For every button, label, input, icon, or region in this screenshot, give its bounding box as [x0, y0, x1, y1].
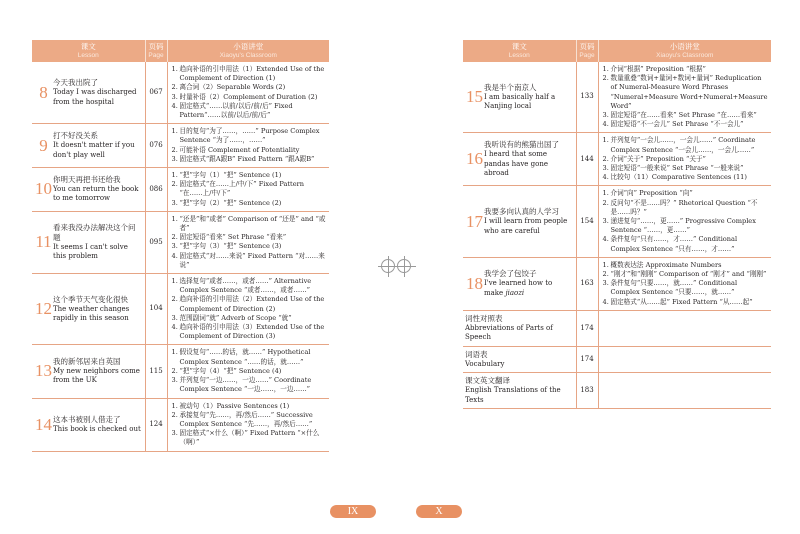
- lesson-title-en-text: It seems I can't solve this problem: [53, 242, 128, 261]
- lesson-title-en: [53, 425, 141, 435]
- classroom-cell: [598, 186, 771, 257]
- appendix-empty: [598, 310, 771, 346]
- grammar-point: [172, 314, 327, 323]
- lesson-row: [32, 124, 329, 168]
- lesson-cell: [32, 398, 145, 451]
- grammar-point-number: 4.: [171, 251, 178, 260]
- appendix-title-zh: 课文英文翻译: [465, 376, 510, 386]
- grammar-point: [603, 189, 769, 198]
- appendix-page: 174: [576, 310, 598, 346]
- lesson-header-zh: 课文: [511, 42, 527, 51]
- appendix-page: 174: [576, 346, 598, 373]
- grammar-point: [172, 429, 327, 447]
- grammar-point: [172, 65, 327, 83]
- lesson-title: [53, 223, 142, 262]
- lesson-column-header: [32, 40, 145, 62]
- grammar-point: [172, 83, 327, 92]
- grammar-point-text: 固定格式“……以前/以后/前/后” Fixed Pattern“……以前/以后/前/后”: [179, 101, 293, 120]
- grammar-point-number: 3.: [171, 313, 178, 322]
- grammar-point-text: 条件复句“只要……，就……” Conditional Complex Sentence “只要……，就……”: [610, 279, 738, 297]
- grammar-point: [603, 298, 769, 307]
- lesson-header-en: Lesson: [508, 52, 530, 59]
- lesson-wrap: [465, 269, 573, 298]
- lesson-title-en: [484, 150, 573, 179]
- grammar-point-number: 3.: [171, 154, 178, 163]
- lesson-cell: [32, 124, 145, 168]
- grammar-point-text: 数量重叠“数词+量词+数词+量词” Reduplication of Numeral-Measure Word Phrases “Numeral+Measure Word+Numeral+Measure Word”: [610, 74, 768, 110]
- lesson-cell: [463, 257, 576, 310]
- classroom-cell: [167, 345, 329, 398]
- page-header-zh: 页码: [579, 42, 595, 51]
- grammar-point-text: 反问句“不是……吗？” Rhetorical Question “不是……吗？”: [610, 198, 758, 216]
- lesson-title-en: [53, 141, 142, 160]
- lesson-header-zh: 课文: [80, 42, 96, 51]
- appendix-title-cell: [463, 346, 576, 373]
- grammar-point-number: 1.: [602, 136, 609, 145]
- grammar-point-text: 目的复句“为了……，……” Purpose Complex Sentence “为了……，……”: [179, 127, 320, 145]
- lesson-row: [32, 62, 329, 124]
- classroom-column-header: [167, 40, 329, 62]
- lesson-title: [484, 269, 573, 298]
- grammar-point-text: 条件复句“只有……，才……” Conditional Complex Sentence “只有……，才……”: [610, 235, 738, 253]
- page-header-zh: 页码: [148, 42, 164, 51]
- lesson-title-en-text: Today I was discharged from the hospital: [53, 88, 137, 106]
- grammar-point-text: 介词“关于” Preposition “关于”: [610, 154, 706, 163]
- lesson-number: 9: [39, 135, 48, 155]
- grammar-point: [603, 74, 769, 111]
- grammar-point-text: 固定格式“从……起” Fixed Pattern “从……起”: [610, 297, 753, 306]
- lesson-title-zh: 看来我没办法解决这个问题: [53, 222, 136, 242]
- lesson-wrap: [34, 295, 142, 324]
- grammar-point: [172, 277, 327, 295]
- page-header-en: Page: [579, 52, 595, 59]
- lesson-number: 18: [466, 273, 483, 293]
- lesson-page: 095: [145, 211, 167, 273]
- grammar-point: [172, 323, 327, 341]
- grammar-point-number: 3.: [171, 429, 178, 438]
- lesson-cell: [32, 211, 145, 273]
- classroom-cell: [598, 257, 771, 310]
- lesson-row: [463, 257, 771, 310]
- lesson-row: [32, 398, 329, 451]
- toc-header-row: [463, 40, 771, 62]
- grammar-point: [172, 411, 327, 429]
- grammar-point: [603, 199, 769, 217]
- grammar-point-number: 1.: [602, 189, 609, 198]
- appendix-row: [463, 373, 771, 409]
- page-number-right: X: [416, 505, 462, 518]
- lesson-wrap: [34, 175, 142, 204]
- page-number-left: IX: [330, 505, 376, 518]
- toc-table-left: [32, 40, 329, 452]
- page-column-header: [145, 40, 167, 62]
- grammar-point-number: 4.: [602, 120, 609, 129]
- grammar-point: [603, 217, 769, 235]
- lesson-cell: [463, 62, 576, 133]
- appendix-row: [463, 346, 771, 373]
- lesson-wrap: [34, 223, 142, 262]
- lesson-wrap: [34, 131, 142, 160]
- grammar-point-number: 1.: [171, 277, 178, 286]
- lesson-title-en-text: I will learn from people who are careful: [484, 217, 568, 235]
- lesson-row: [463, 186, 771, 257]
- appendix-title-cell: [463, 373, 576, 409]
- grammar-point-text: 介词“根据” Preposition “根据”: [610, 65, 706, 73]
- grammar-point-number: 3.: [602, 164, 609, 173]
- lesson-number: 13: [35, 361, 52, 381]
- lesson-title-en: [484, 279, 573, 298]
- lesson-wrap: [34, 78, 142, 107]
- lesson-page: 086: [145, 168, 167, 212]
- toc-table-right: [463, 40, 771, 409]
- grammar-point-text: 范围副词“就” Adverb of Scope “就”: [179, 313, 292, 322]
- lesson-page: 124: [145, 398, 167, 451]
- grammar-point-number: 1.: [171, 171, 178, 180]
- classroom-cell: [167, 124, 329, 168]
- grammar-point: [603, 261, 769, 270]
- grammar-point-number: 2.: [171, 295, 178, 304]
- lesson-title: [484, 140, 573, 179]
- grammar-point: [603, 111, 769, 120]
- classroom-cell: [598, 62, 771, 133]
- lesson-title-en-text: I am basically half a Nanjing local: [484, 92, 556, 111]
- grammar-point-text: “刚才”和“刚刚” Comparison of “刚才” and “刚刚”: [610, 270, 767, 279]
- grammar-point-text: “还是”和“或者” Comparison of “还是” and “或者”: [179, 214, 326, 233]
- grammar-point-text: 并列复句“一会儿……，一会儿……” Coordinate Complex Sentence “一会儿……，一会儿……”: [610, 136, 756, 154]
- lesson-wrap: [465, 83, 573, 112]
- grammar-point: [172, 93, 327, 102]
- grammar-point-text: 趋向补语的引申用法（3）Extended Use of the Complement of Direction (3): [179, 323, 325, 341]
- lesson-wrap: [465, 140, 573, 179]
- lesson-page: 133: [576, 62, 598, 133]
- lesson-title-en: [53, 367, 142, 386]
- lesson-title-en-italic: jiaozi: [505, 288, 525, 297]
- lesson-page: 154: [576, 186, 598, 257]
- lesson-title-en: [53, 185, 142, 204]
- lesson-number: 10: [35, 179, 52, 199]
- grammar-point: [603, 279, 769, 297]
- grammar-point-number: 2.: [171, 145, 178, 154]
- grammar-point-number: 3.: [171, 198, 178, 207]
- lesson-row: [32, 345, 329, 398]
- lesson-column-header: [463, 40, 576, 62]
- page-column-header: [576, 40, 598, 62]
- classroom-column-header: [598, 40, 771, 62]
- grammar-point-text: 固定格式“跟A跟B” Fixed Pattern “跟A跟B”: [179, 154, 315, 163]
- grammar-point-text: 比较句（11）Comparative Sentences (11): [610, 173, 747, 182]
- lesson-title-zh: 这个季节天气变化很快: [53, 294, 128, 304]
- classroom-header-zh: 小语讲堂: [233, 42, 264, 51]
- lesson-title-zh: 打不好没关系: [53, 131, 98, 141]
- grammar-point-number: 2.: [171, 366, 178, 375]
- lesson-cell: [32, 62, 145, 124]
- lesson-title-en-text: I heard that some pandas have gone abroad: [484, 150, 548, 178]
- grammar-point-number: 1.: [171, 65, 178, 73]
- grammar-point: [172, 242, 327, 251]
- lesson-cell: [32, 345, 145, 398]
- lesson-title-zh: 这本书被别人借走了: [53, 414, 121, 424]
- grammar-point: [603, 173, 769, 182]
- grammar-point-text: 固定短语“不一会儿” Set Phrase “不一会儿”: [610, 120, 744, 129]
- grammar-point-number: 2.: [171, 233, 178, 242]
- toc-header-row: [32, 40, 329, 62]
- appendix-row: [463, 310, 771, 346]
- lesson-title-en: [484, 93, 573, 112]
- grammar-point-number: 3.: [171, 92, 178, 101]
- grammar-point: [603, 65, 769, 74]
- grammar-point-text: 固定格式“对……来说” Fixed Pattern “对……来说”: [179, 251, 325, 269]
- grammar-point-number: 2.: [171, 83, 178, 92]
- grammar-point-text: “把”字句（4）“把” Sentence (4): [179, 366, 282, 375]
- lesson-title-en: [53, 305, 142, 324]
- grammar-point-text: 离合词（2）Separable Words (2): [179, 83, 286, 92]
- grammar-point: [172, 171, 327, 180]
- lesson-number: 14: [35, 414, 52, 434]
- classroom-cell: [167, 274, 329, 345]
- grammar-point-number: 2.: [602, 154, 609, 163]
- grammar-point-text: 介词“向” Preposition “向”: [610, 189, 693, 198]
- grammar-point: [172, 180, 327, 198]
- grammar-point: [172, 348, 327, 366]
- grammar-point: [172, 295, 327, 313]
- lesson-number: 17: [466, 211, 483, 231]
- grammar-point-text: 假设复句“……的话，就……” Hypothetical Complex Sentence “……的话，就……”: [179, 348, 311, 366]
- lesson-page: 163: [576, 257, 598, 310]
- lesson-row: [32, 274, 329, 345]
- grammar-point-text: 趋向补语的引申用法（1）Extended Use of the Complement of Direction (1): [179, 65, 325, 83]
- grammar-point-text: 递进复句“……，更……” Progressive Complex Sentence “……，更……”: [610, 217, 756, 235]
- grammar-point-number: 2.: [171, 180, 178, 189]
- grammar-point: [603, 270, 769, 279]
- lesson-wrap: [34, 357, 142, 386]
- appendix-empty: [598, 346, 771, 373]
- classroom-header-zh: 小语讲堂: [669, 42, 700, 51]
- grammar-point-number: 3.: [171, 242, 178, 251]
- grammar-point-number: 1.: [602, 260, 609, 269]
- grammar-point-number: 3.: [602, 279, 609, 288]
- lesson-title-zh: 我的新邻居来自英国: [53, 356, 121, 366]
- lesson-title: [484, 207, 573, 236]
- lesson-title-zh: 我要多向认真的人学习: [484, 207, 559, 217]
- appendix-title-en: Vocabulary: [465, 359, 505, 368]
- grammar-point-number: 1.: [602, 65, 609, 73]
- grammar-point-number: 3.: [602, 217, 609, 226]
- appendix-title-cell: [463, 310, 576, 346]
- grammar-point: [172, 376, 327, 394]
- classroom-cell: [598, 133, 771, 186]
- grammar-point-number: 2.: [171, 410, 178, 419]
- lesson-row: [463, 62, 771, 133]
- lesson-cell: [463, 186, 576, 257]
- page-header-en: Page: [148, 52, 164, 59]
- lesson-title-zh: 我听说有的熊猫出国了: [484, 140, 559, 150]
- lesson-title-en: [484, 217, 573, 236]
- grammar-point-number: 1.: [171, 401, 178, 410]
- grammar-point: [172, 155, 327, 164]
- lesson-title-en-text: The weather changes rapidly in this season: [53, 304, 130, 323]
- classroom-header-en: Xiaoyu's Classroom: [656, 52, 714, 59]
- lesson-title: [53, 357, 142, 386]
- lesson-title-zh: 你明天再把书还给我: [53, 174, 121, 184]
- lesson-title-en-text: You can return the book to me tomorrow: [53, 184, 139, 203]
- grammar-point-text: 固定格式“在……上/中/下” Fixed Pattern “在……上/中/下”: [179, 180, 305, 198]
- grammar-point-text: 概数表达法 Approximate Numbers: [610, 260, 722, 269]
- grammar-point-text: 并列复句“一边……，一边……” Coordinate Complex Sentence “一边……，一边……”: [179, 376, 312, 394]
- grammar-point-text: 固定短语“一般来说” Set Phrase “一般来说”: [610, 164, 744, 173]
- lesson-header-en: Lesson: [77, 52, 99, 59]
- lesson-page: 144: [576, 133, 598, 186]
- lesson-number: 15: [466, 87, 483, 107]
- lesson-number: 16: [466, 149, 483, 169]
- grammar-point: [603, 164, 769, 173]
- appendix-title-en: Abbreviations of Parts of Speech: [465, 323, 553, 342]
- lesson-title-zh: 我是半个南京人: [484, 82, 537, 92]
- grammar-point-text: “把”字句（3）“把” Sentence (3): [179, 242, 282, 251]
- grammar-point: [603, 136, 769, 154]
- grammar-point-number: 4.: [602, 235, 609, 244]
- grammar-point-text: 时量补语（2）Complement of Duration (2): [179, 92, 318, 101]
- grammar-point: [172, 402, 327, 411]
- grammar-point-number: 4.: [171, 323, 178, 332]
- lesson-cell: [463, 133, 576, 186]
- lesson-page: 115: [145, 345, 167, 398]
- grammar-point-number: 1.: [171, 214, 178, 223]
- grammar-point: [603, 155, 769, 164]
- lesson-cell: [32, 168, 145, 212]
- grammar-point: [172, 215, 327, 233]
- appendix-title-en: English Translations of the Texts: [465, 386, 561, 404]
- lesson-cell: [32, 274, 145, 345]
- grammar-point-number: 3.: [602, 111, 609, 120]
- classroom-header-en: Xiaoyu's Classroom: [219, 52, 277, 59]
- lesson-title-en: [53, 243, 142, 262]
- grammar-point-text: 固定短语“看来” Set Phrase “看来”: [179, 233, 287, 242]
- grammar-point: [172, 146, 327, 155]
- grammar-point-text: 选择复句“或者……，或者……” Alternative Complex Sentence “或者……，或者……”: [179, 277, 312, 295]
- lesson-row: [463, 133, 771, 186]
- grammar-point-text: 可能补语 Complement of Potentiality: [179, 145, 300, 154]
- lesson-row: [32, 211, 329, 273]
- classroom-cell: [167, 398, 329, 451]
- classroom-cell: [167, 168, 329, 212]
- grammar-point-number: 4.: [171, 101, 178, 110]
- lesson-wrap: [34, 415, 142, 435]
- appendix-title-zh: 词性对照表: [465, 313, 503, 323]
- classroom-cell: [167, 62, 329, 124]
- lesson-title: [53, 415, 141, 435]
- grammar-point-number: 4.: [602, 173, 609, 182]
- lesson-wrap: [465, 207, 573, 236]
- lesson-row: [32, 168, 329, 212]
- grammar-point-number: 2.: [602, 270, 609, 279]
- lesson-title: [53, 295, 142, 324]
- grammar-point-number: 2.: [602, 74, 609, 83]
- grammar-point: [172, 127, 327, 145]
- grammar-point: [603, 120, 769, 129]
- grammar-point: [172, 252, 327, 270]
- appendix-empty: [598, 373, 771, 409]
- grammar-point-text: 承接复句“先……，再/然后……” Successive Complex Sentence “先……，再/然后……”: [179, 410, 313, 428]
- lesson-title-en: [53, 88, 142, 107]
- lesson-number: 12: [35, 299, 52, 319]
- grammar-point-number: 3.: [171, 376, 178, 385]
- lesson-title: [53, 175, 142, 204]
- grammar-point-number: 2.: [602, 198, 609, 207]
- lesson-number: 8: [39, 82, 48, 102]
- grammar-point: [172, 367, 327, 376]
- grammar-point-text: 趋向补语的引申用法（2）Extended Use of the Complement of Direction (2): [179, 295, 325, 313]
- lesson-page: 076: [145, 124, 167, 168]
- grammar-point: [172, 102, 327, 120]
- lesson-title: [53, 131, 142, 160]
- grammar-point-text: 固定短语“在……看来” Set Phrase “在……看来”: [610, 111, 757, 120]
- appendix-page: 183: [576, 373, 598, 409]
- lesson-title-en-text: This book is checked out: [53, 424, 141, 433]
- lesson-title: [484, 83, 573, 112]
- lesson-title: [53, 78, 142, 107]
- grammar-point-text: 固定格式“×什么（啊）” Fixed Pattern “×什么（啊）”: [179, 429, 320, 447]
- lesson-title-zh: 我学会了包饺子: [484, 269, 537, 279]
- grammar-point-text: “把”字句（2）“把” Sentence (2): [179, 198, 282, 207]
- lesson-page: 067: [145, 62, 167, 124]
- lesson-page: 104: [145, 274, 167, 345]
- grammar-point-number: 4.: [602, 297, 609, 306]
- classroom-cell: [167, 211, 329, 273]
- appendix-title-zh: 词语表: [465, 349, 488, 359]
- grammar-point-text: 被动句（1）Passive Sentences (1): [179, 401, 290, 410]
- grammar-point-number: 1.: [171, 348, 178, 357]
- grammar-point-text: “把”字句（1）“把” Sentence (1): [179, 171, 282, 180]
- lesson-title-en-text: It doesn't matter if you don't play well: [53, 141, 135, 159]
- grammar-point-number: 1.: [171, 127, 178, 136]
- lesson-number: 11: [35, 232, 52, 252]
- lesson-title-en-text: My new neighbors come from the UK: [53, 366, 140, 385]
- grammar-point: [603, 235, 769, 253]
- lesson-title-zh: 今天我出院了: [53, 78, 98, 88]
- lesson-title-en-text: I've learned how to make: [484, 279, 553, 297]
- grammar-point: [172, 199, 327, 208]
